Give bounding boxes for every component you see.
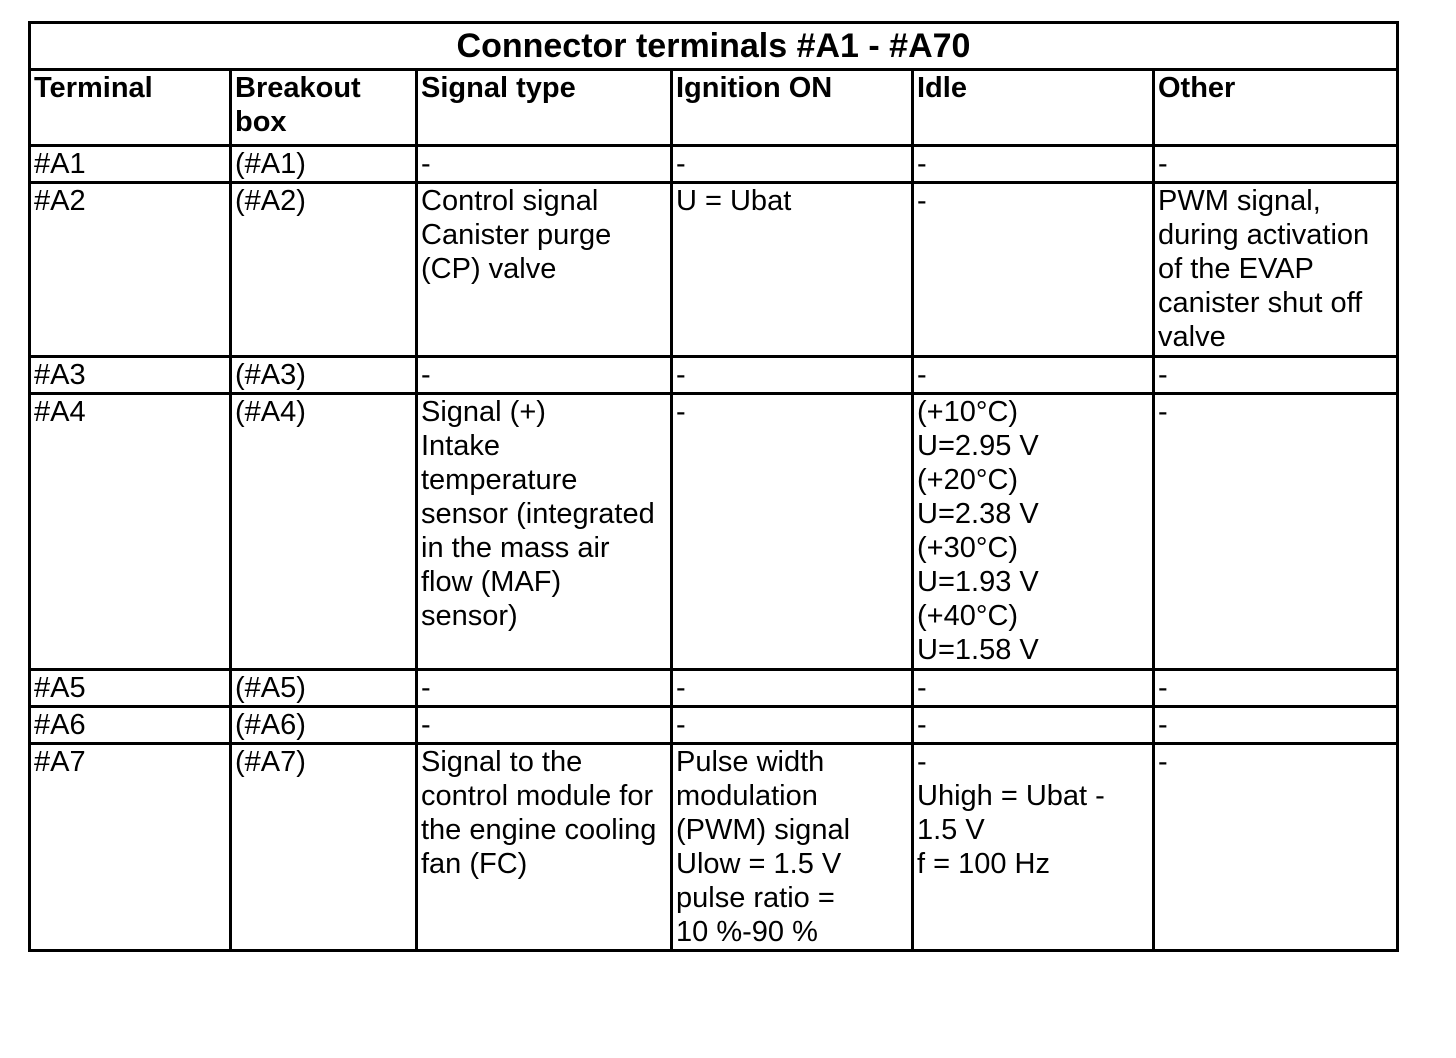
cell-ignition-on: - (672, 707, 913, 744)
header-breakout-box: Breakout box (231, 70, 417, 146)
table-title: Connector terminals #A1 - #A70 (30, 23, 1398, 70)
connector-terminals-table (28, 21, 1399, 952)
cell-signal-type: - (417, 670, 672, 707)
cell-breakout-box: (#A4) (231, 394, 417, 670)
cell-terminal: #A7 (30, 744, 231, 951)
cell-idle: - (913, 183, 1154, 357)
table-row (30, 670, 1398, 707)
table-row (30, 357, 1398, 394)
cell-idle: - (913, 707, 1154, 744)
table-row (30, 394, 1398, 670)
cell-breakout-box: (#A2) (231, 183, 417, 357)
cell-terminal: #A1 (30, 146, 231, 183)
table-row (30, 707, 1398, 744)
cell-breakout-box: (#A3) (231, 357, 417, 394)
cell-ignition-on: - (672, 146, 913, 183)
table-row (30, 183, 1398, 357)
cell-signal-type: - (417, 707, 672, 744)
cell-terminal: #A5 (30, 670, 231, 707)
cell-breakout-box: (#A6) (231, 707, 417, 744)
cell-terminal: #A2 (30, 183, 231, 357)
header-other: Other (1154, 70, 1398, 146)
cell-idle: (+10°C) U=2.95 V (+20°C) U=2.38 V (+30°C) U=1.93 V (+40°C) U=1.58 V (913, 394, 1154, 670)
cell-terminal: #A3 (30, 357, 231, 394)
cell-ignition-on: U = Ubat (672, 183, 913, 357)
header-terminal: Terminal (30, 70, 231, 146)
cell-signal-type: Control signal Canister purge (CP) valve (417, 183, 672, 357)
header-row (30, 70, 1398, 146)
cell-signal-type: Signal to the control module for the engine cooling fan (FC) (417, 744, 672, 951)
header-signal-type: Signal type (417, 70, 672, 146)
cell-other: - (1154, 146, 1398, 183)
cell-idle: - (913, 357, 1154, 394)
cell-idle: - Uhigh = Ubat - 1.5 V f = 100 Hz (913, 744, 1154, 951)
cell-breakout-box: (#A1) (231, 146, 417, 183)
cell-ignition-on: Pulse width modulation (PWM) signal Ulow = 1.5 V pulse ratio = 10 %-90 % (672, 744, 913, 951)
cell-other: - (1154, 394, 1398, 670)
table-row (30, 744, 1398, 951)
cell-ignition-on: - (672, 670, 913, 707)
cell-signal-type: Signal (+) Intake temperature sensor (integrated in the mass air flow (MAF) sensor) (417, 394, 672, 670)
cell-terminal: #A4 (30, 394, 231, 670)
cell-other: - (1154, 670, 1398, 707)
cell-ignition-on: - (672, 357, 913, 394)
cell-other: - (1154, 744, 1398, 951)
cell-signal-type: - (417, 146, 672, 183)
header-idle: Idle (913, 70, 1154, 146)
table-row (30, 146, 1398, 183)
cell-ignition-on: - (672, 394, 913, 670)
cell-other: - (1154, 707, 1398, 744)
cell-other: PWM signal, during activation of the EVAP canister shut off valve (1154, 183, 1398, 357)
cell-breakout-box: (#A7) (231, 744, 417, 951)
cell-terminal: #A6 (30, 707, 231, 744)
cell-signal-type: - (417, 357, 672, 394)
cell-idle: - (913, 670, 1154, 707)
cell-breakout-box: (#A5) (231, 670, 417, 707)
title-row (30, 23, 1398, 70)
header-ignition-on: Ignition ON (672, 70, 913, 146)
cell-idle: - (913, 146, 1154, 183)
cell-other: - (1154, 357, 1398, 394)
